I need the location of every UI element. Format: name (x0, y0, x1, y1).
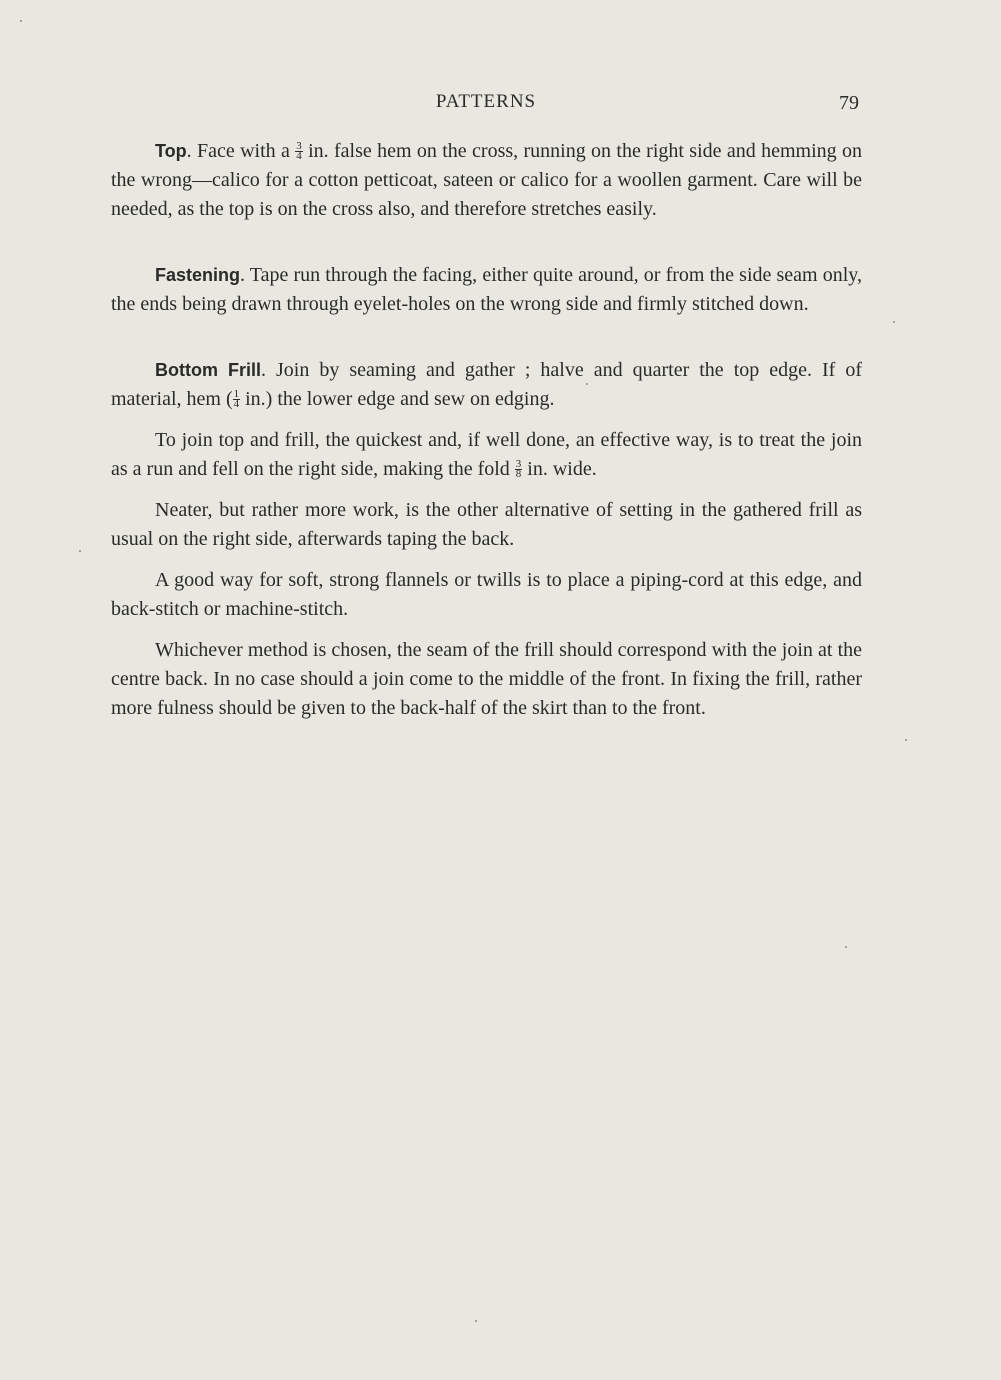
paper-speck (905, 739, 907, 741)
paragraph-whichever: Whichever method is chosen, the seam of the frill should correspond with the join at the centre back. In no case should a join come to the middle of the front. In fixing the frill, rather more fulness should be given to the back-half of the skirt than to the front. (111, 639, 862, 719)
heading-fastening: Fastening (155, 265, 241, 285)
paragraph-bottom-frill-lead: . Join by seaming and gather ; halve and quarter the top edge. If of material, hem ( (111, 359, 862, 410)
paper-speck (475, 1320, 477, 1322)
paragraph-join-lead: To join top and frill, the quickest and, if well done, an effective way, is to treat the join as a run and fell on the right side, making the fold (111, 429, 862, 480)
paragraph-top-text: in. false hem on the cross, running on the right side and hemming on the wrong—calico for a cotton petticoat, sateen or calico for a woollen garment. Care will be needed, as the top is on the cross also, and therefore stretches easily. (111, 140, 862, 220)
paragraph-top-lead: . Face with a (186, 140, 296, 162)
paragraph-fastening (111, 261, 862, 319)
paper-speck (586, 383, 588, 385)
fraction-numerator: 1 (233, 388, 240, 400)
paragraph-neater: Neater, but rather more work, is the other alternative of setting in the gathered frill as usual on the right side, afterwards taping the back. (111, 499, 862, 550)
fraction-denominator: 4 (233, 398, 240, 410)
heading-bottom-frill: Bottom Frill (155, 360, 261, 380)
paragraph-join-text: in. wide. (522, 458, 597, 480)
fraction-denominator: 4 (296, 150, 302, 162)
paragraph-bottom-frill (111, 356, 862, 414)
paragraph-bottom-frill-text: in.) the lower edge and sew on edging. (240, 388, 555, 410)
fraction-numerator: 3 (296, 140, 302, 152)
fraction-denominator: 8 (515, 468, 522, 480)
fraction-numerator: 3 (515, 458, 522, 470)
paragraph-top (111, 137, 862, 224)
paper-speck (20, 20, 22, 22)
paper-speck (893, 321, 895, 323)
paragraph-fastening-text: . Tape run through the facing, either quite around, or from the side seam only, the ends being drawn through eyelet-holes on the wrong side and firmly stitched down. (111, 264, 862, 315)
body-text (111, 137, 862, 723)
running-title: PATTERNS (435, 91, 537, 112)
fraction-one-quarter (233, 390, 241, 409)
page-number: 79 (839, 92, 859, 114)
paper-speck (845, 946, 847, 948)
running-head (111, 89, 861, 115)
paragraph-flannels: A good way for soft, strong flannels or twills is to place a piping-cord at this edge, and back-stitch or machine-stitch. (111, 569, 862, 620)
fraction-three-quarters (295, 142, 303, 161)
heading-top: Top (155, 141, 187, 161)
paper-speck (79, 550, 81, 552)
paragraph-join (111, 426, 862, 484)
